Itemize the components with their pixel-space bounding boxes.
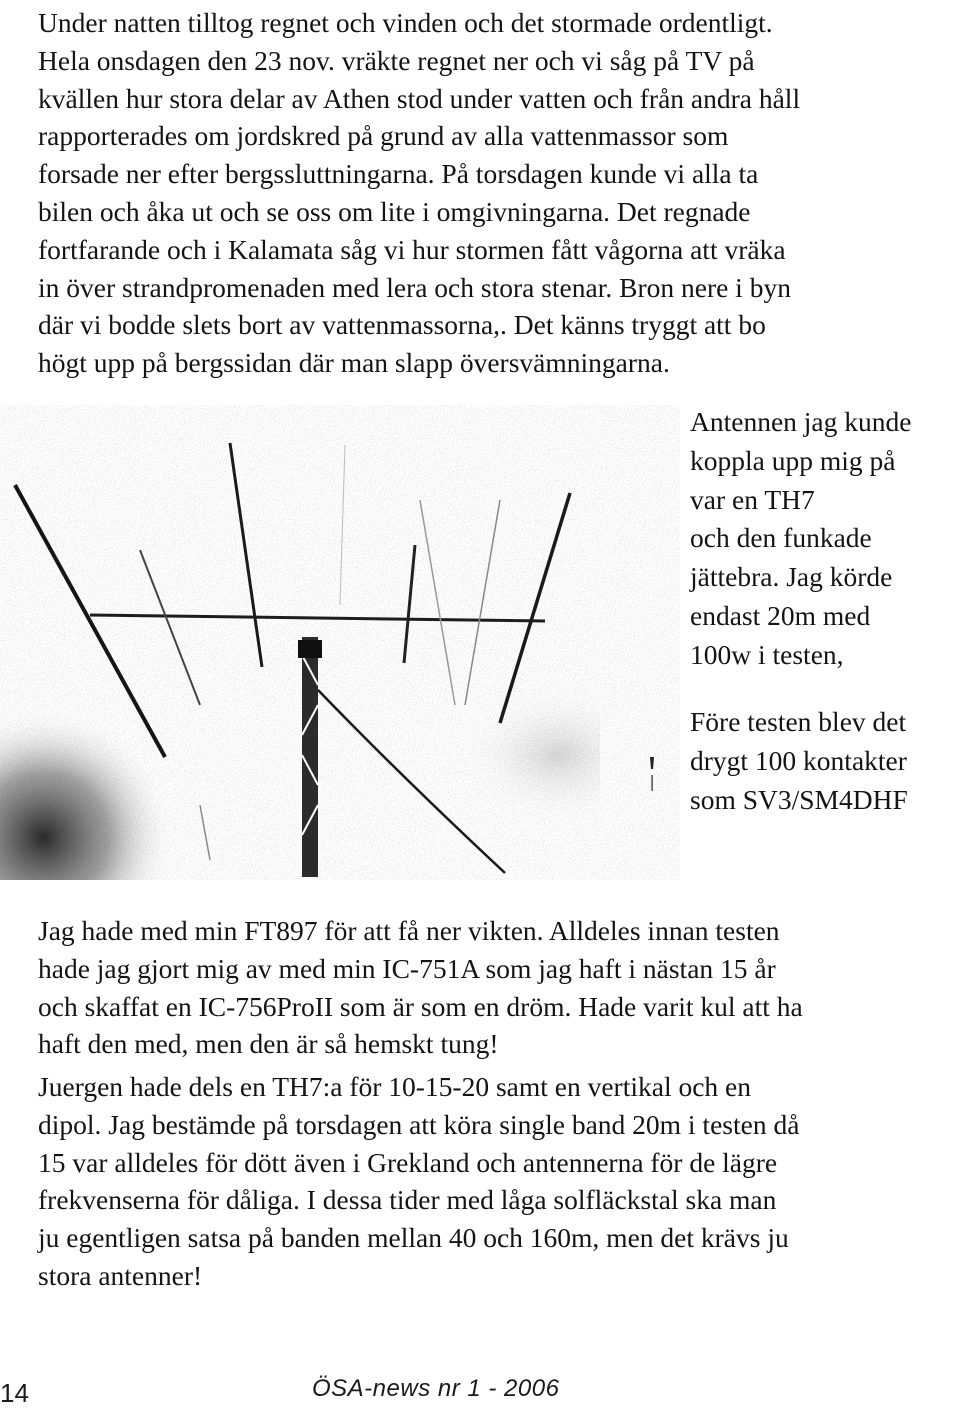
text-line: 100w i testen, — [690, 638, 844, 670]
publication-title: ÖSA-news nr 1 - 2006 — [312, 1375, 560, 1402]
text-line: Jag hade med min FT897 för att få ner vikten. Alldeles innan testen — [38, 915, 780, 946]
mast-clamp — [298, 640, 322, 658]
text-line: frekvenserna för dåliga. I dessa tider med låga solfläckstal ska man — [38, 1184, 777, 1216]
text-line: var en TH7 — [690, 483, 815, 515]
text-line: jättebra. Jag körde — [690, 561, 893, 593]
text-line: forsade ner efter bergssluttningarna. På torsdagen kunde vi alla ta — [38, 158, 759, 190]
page-number: 14 — [0, 1378, 29, 1408]
scan-mark — [648, 755, 656, 793]
paragraph-storm — [38, 4, 958, 382]
sidebar-antenna-text — [690, 403, 960, 675]
text-line: stora antenner! — [38, 1259, 203, 1291]
text-line: där vi bodde slets bort av vattenmassorna,. Det känns tryggt att bo — [38, 309, 766, 341]
text-line: 15 var alldeles för dött även i Grekland och antennerna för de lägre — [38, 1146, 778, 1178]
text-line: Antennen jag kunde — [690, 406, 912, 437]
text-line: kvällen hur stora delar av Athen stod under vatten och från andra håll — [38, 82, 801, 114]
antenna-mast — [302, 637, 318, 877]
text-line: endast 20m med — [690, 599, 871, 631]
text-line: koppla upp mig på — [690, 444, 896, 476]
text-line: Under natten tilltog regnet och vinden och det stormade ordentligt. — [38, 7, 773, 38]
text-line: Före testen blev det — [690, 706, 907, 737]
text-line: bilen och åka ut och se oss om lite i omgivningarna. Det regnade — [38, 195, 751, 227]
paragraph-radio — [38, 912, 958, 1063]
text-line: haft den med, men den är så hemskt tung! — [38, 1028, 499, 1060]
text-line: fortfarande och i Kalamata såg vi hur stormen fått vågorna att vräka — [38, 233, 786, 265]
paragraph-bands — [38, 1068, 958, 1295]
text-line: drygt 100 kontakter — [690, 744, 907, 776]
text-line: högt upp på bergssidan där man slapp översvämningarna. — [38, 347, 670, 379]
text-line: Hela onsdagen den 23 nov. vräkte regnet ner och vi såg på TV på — [38, 44, 755, 76]
antenna-photo — [0, 405, 680, 880]
text-line: ju egentligen satsa på banden mellan 40 och 160m, men det krävs ju — [38, 1222, 789, 1254]
sidebar-contacts-text — [690, 703, 960, 819]
text-line: dipol. Jag bestämde på torsdagen att köra single band 20m i testen då — [38, 1108, 800, 1140]
text-line: in över strandpromenaden med lera och stora stenar. Bron nere i byn — [38, 271, 791, 303]
text-line: hade jag gjort mig av med min IC-751A som jag haft i nästan 15 år — [38, 952, 776, 984]
text-line: och skaffat en IC-756ProII som är som en dröm. Hade varit kul att ha — [38, 990, 803, 1022]
text-line: som SV3/SM4DHF — [690, 783, 908, 815]
text-line: Juergen hade dels en TH7:a för 10-15-20 samt en vertikal och en — [38, 1071, 751, 1102]
text-line: rapporterades om jordskred på grund av alla vattenmassor som — [38, 120, 729, 152]
text-line: och den funkade — [690, 522, 872, 554]
